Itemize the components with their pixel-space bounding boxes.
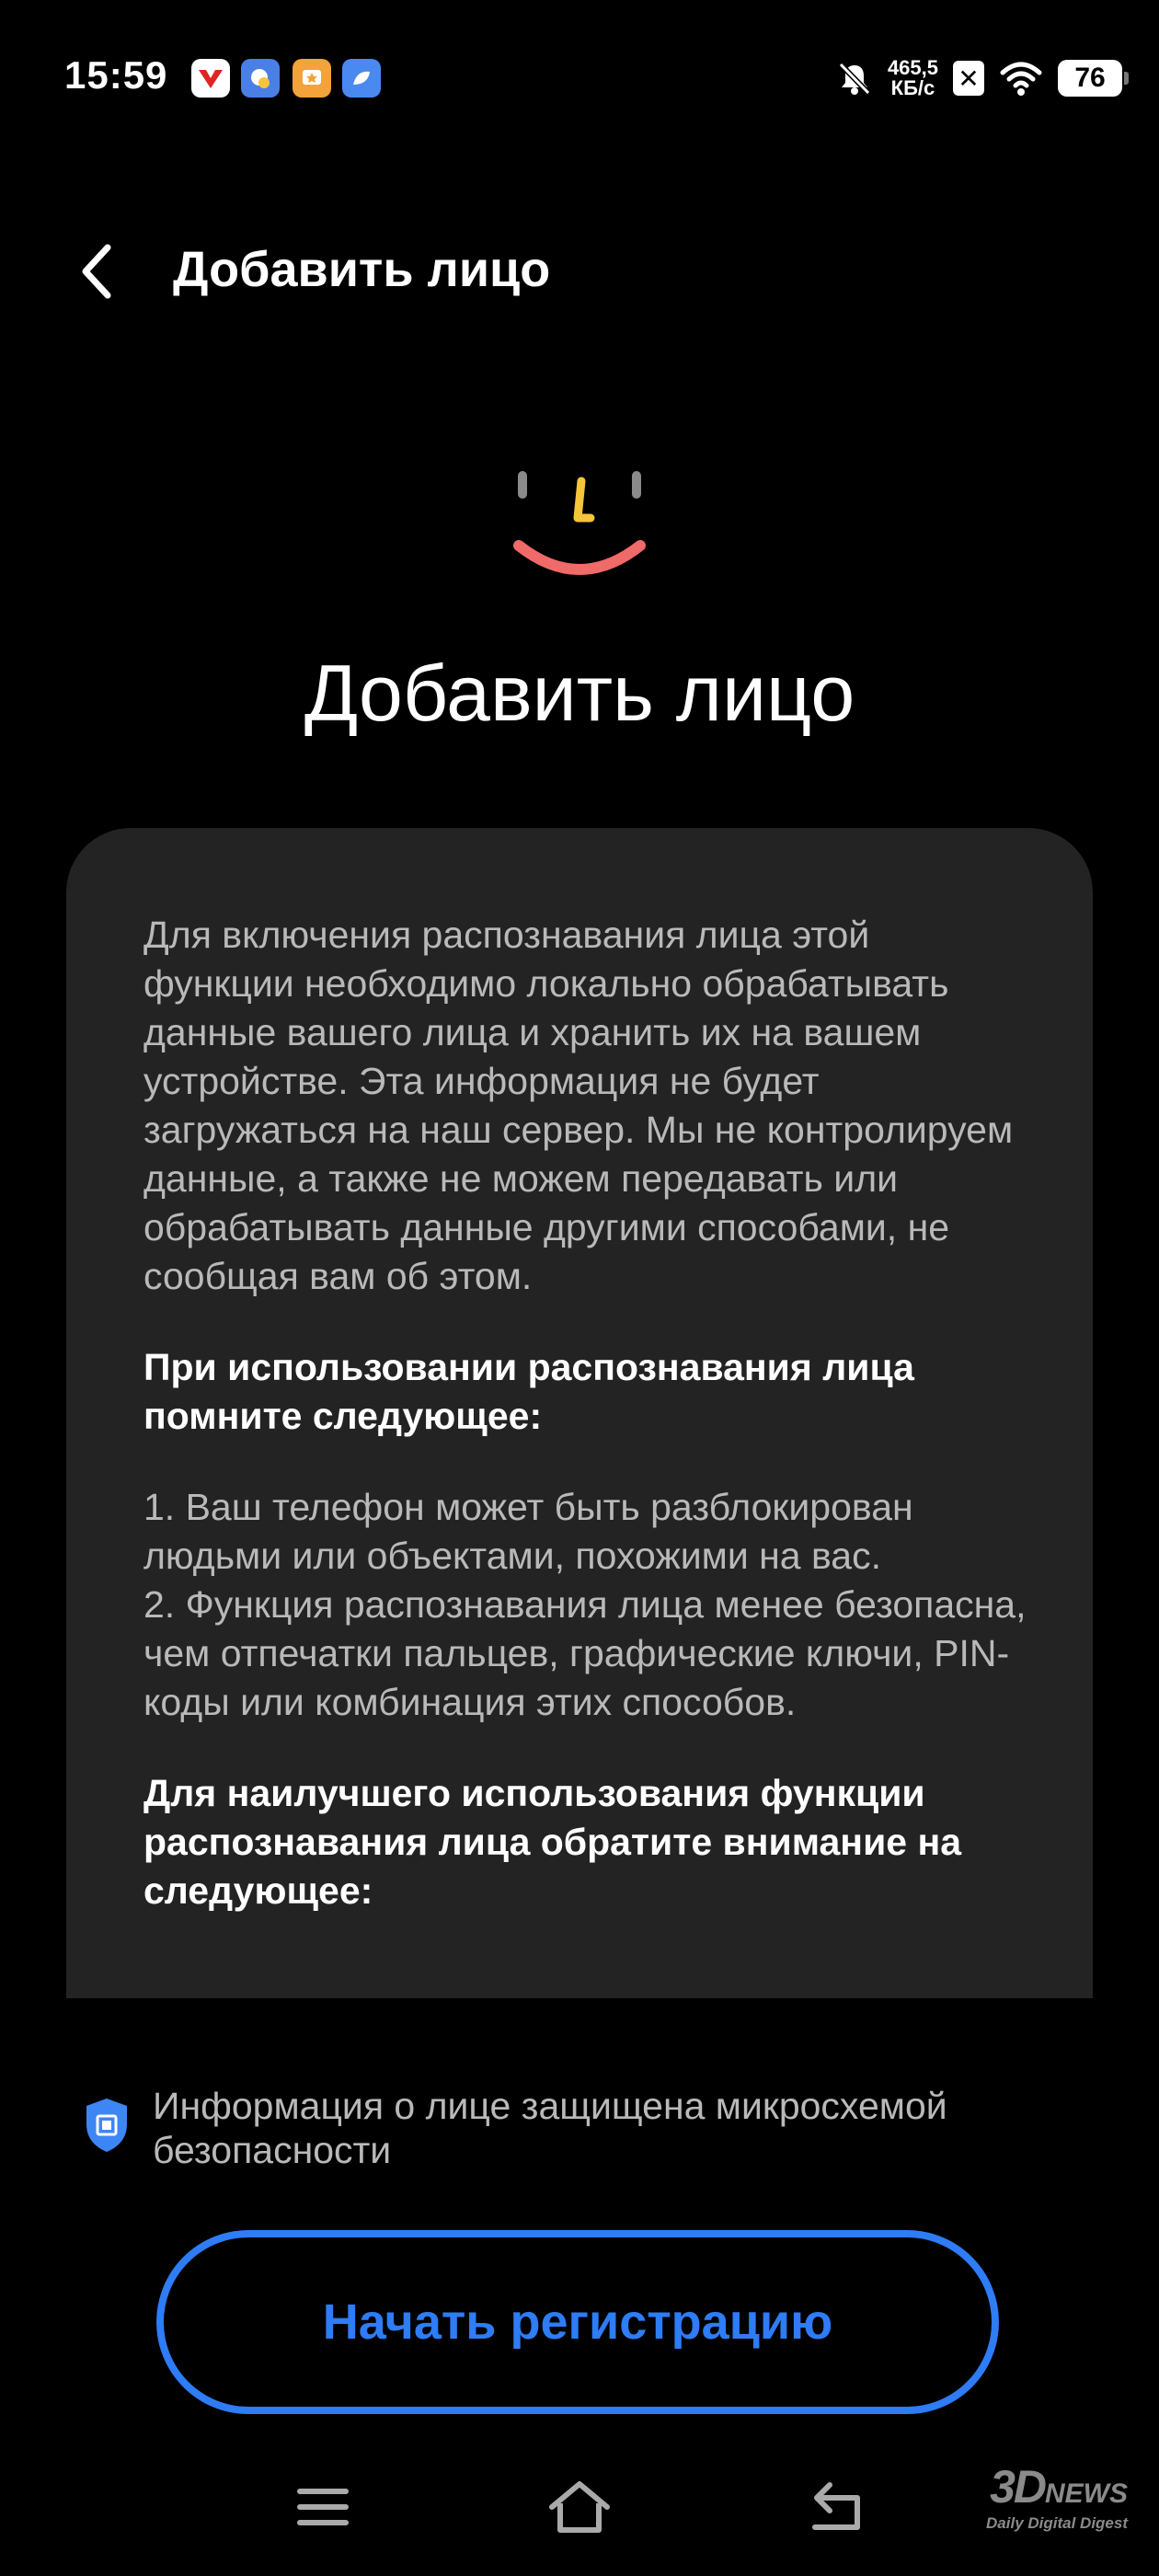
tips-heading: Для наилучшего использования функции распознавания лица обратите внимание на следующее: <box>143 1772 962 1912</box>
nav-menu-button[interactable] <box>291 2475 355 2539</box>
status-bar <box>0 0 1159 156</box>
back-button[interactable] <box>64 235 129 308</box>
status-time: 15:59 <box>64 53 168 97</box>
app-icon-red <box>191 59 230 98</box>
battery-level: 76 <box>1074 63 1106 93</box>
smiley-face-icon <box>504 465 655 584</box>
menu-icon <box>297 2486 349 2528</box>
page-title: Добавить лицо <box>304 650 855 738</box>
network-speed-value: 465,5 <box>887 56 938 79</box>
network-speed-unit: КБ/с <box>890 76 935 99</box>
chevron-left-icon <box>78 244 115 299</box>
status-right-icons <box>836 53 1122 103</box>
mute-icon <box>836 60 873 97</box>
close-box-icon: ✕ <box>953 61 984 96</box>
secure-note <box>83 2084 1113 2172</box>
wifi-icon <box>999 60 1043 97</box>
start-registration-button[interactable]: Начать регистрацию <box>156 2230 999 2414</box>
watermark-tagline: Daily Digital Digest <box>986 2514 1128 2532</box>
shield-chip-icon <box>83 2097 131 2154</box>
info-card[interactable] <box>66 828 1093 1998</box>
network-speed <box>888 58 938 98</box>
app-icon-blue <box>241 59 280 98</box>
nav-back-button[interactable] <box>802 2475 876 2539</box>
watermark <box>986 2461 1128 2532</box>
warnings-list <box>143 1483 1027 1727</box>
watermark-logo: 3DNEWS <box>990 2461 1128 2513</box>
warning-item-1: 1. Ваш телефон может быть разблокирован людьми или объектами, похожими на вас. <box>143 1486 913 1577</box>
info-card-content <box>143 911 1027 1958</box>
battery-icon <box>1058 60 1122 97</box>
app-icon-blue2 <box>342 59 381 98</box>
warnings-heading: При использовании распознавания лица помните следующее: <box>143 1346 914 1437</box>
warning-item-2: 2. Функция распознавания лица менее безопасна, чем отпечатки пальцев, графические ключи, PIN-коды или комбинация этих способов. <box>143 1583 1027 1723</box>
app-icon-yellow <box>293 59 331 98</box>
privacy-paragraph: Для включения распознавания лица этой функции необходимо локально обрабатывать данные вашего лица и хранить их на вашем устройстве. Эта информация не будет загружаться на наш сервер. Мы не контролируем данные, а также не можем передавать или обрабатывать данные другими способами, не сообщая вам об этом. <box>143 914 1014 1297</box>
header-title: Добавить лицо <box>173 242 551 297</box>
home-icon <box>547 2479 612 2535</box>
back-icon <box>809 2481 868 2533</box>
secure-note-text: Информация о лице защищена микросхемой безопасности <box>153 2085 947 2171</box>
nav-home-button[interactable] <box>543 2475 616 2539</box>
